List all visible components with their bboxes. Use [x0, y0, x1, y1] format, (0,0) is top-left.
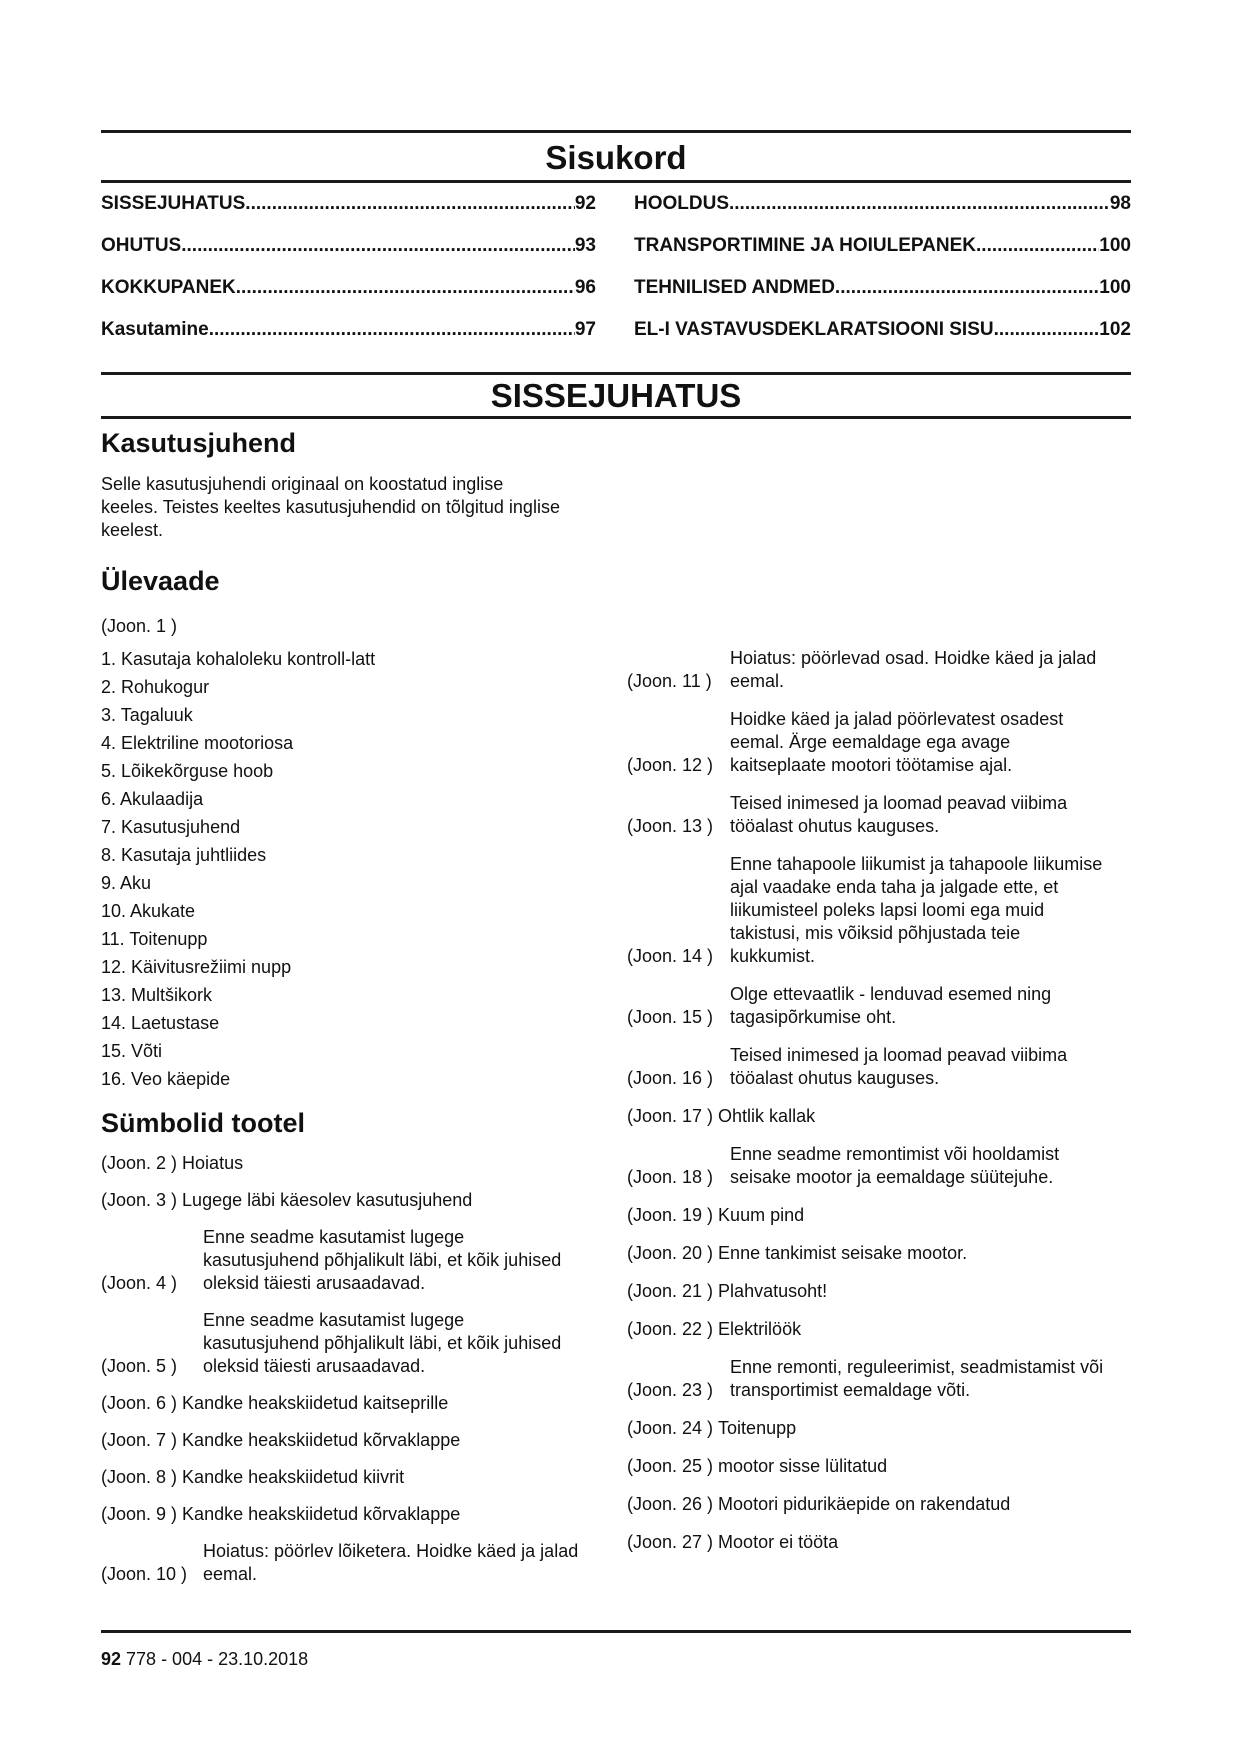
toc-dots: [994, 309, 1100, 351]
symbol-entry: (Joon. 23 ) Enne remonti, reguleerimist, seadmistamist või transportimist eemaldage võti.: [627, 1357, 1104, 1400]
table-of-contents: [101, 183, 1131, 358]
symbol-entry: (Joon. 15 ) Olge ettevaatlik - lenduvad esemed ning tagasipõrkumise oht.: [627, 984, 1052, 1027]
page: [101, 130, 1131, 419]
manual-text: Selle kasutusjuhendi originaal on koostatud inglise keeles. Teistes keeltes kasutusjuhendid on tõlgitud inglise keelest.: [101, 474, 560, 540]
page-number: 92: [101, 1649, 122, 1669]
symbol-entry: (Joon. 19 ) Kuum pind: [627, 1205, 805, 1225]
toc-entry-vastavusdeklaratsioon[interactable]: EL-I VASTAVUSDEKLARATSIOONI SISU ..... 102: [634, 309, 1131, 351]
symbol-entry: (Joon. 26 ) Mootori pidurikäepide on rakendatud: [627, 1494, 1011, 1514]
list-item: 16. Veo käepide: [101, 1069, 231, 1089]
symbol-entry: (Joon. 4 ) Enne seadme kasutamist lugege kasutusjuhend põhjalikult läbi, et kõik juhised oleksid täiesti arusaadavad.: [101, 1227, 562, 1293]
list-item: 6. Akulaadija: [101, 789, 204, 809]
symbol-entry: (Joon. 8 ) Kandke heakskiidetud kiivrit: [101, 1467, 405, 1487]
list-item: 1. Kasutaja kohaloleku kontroll-latt: [101, 649, 376, 669]
toc-right-column: [634, 183, 1131, 351]
toc-entry-transportimine[interactable]: TRANSPORTIMINE JA HOIULEPANEK ..... 100: [634, 225, 1131, 267]
toc-dots: [729, 183, 1110, 225]
toc-dots: [245, 183, 575, 225]
toc-dots: [236, 267, 575, 309]
symbol-entry: (Joon. 18 ) Enne seadme remontimist või hooldamist seisake mootor ja eemaldage süütejuhe.: [627, 1144, 1060, 1187]
symbol-entry: (Joon. 12 ) Hoidke käed ja jalad pöörlevatest osadest eemal. Ärge eemaldage ega avage kaitseplaate mootori töötamise ajal.: [627, 709, 1064, 775]
toc-entry-ohutus[interactable]: OHUTUS ..... 93: [101, 225, 596, 267]
footer-rule: [101, 1630, 1131, 1633]
overview-heading: Ülevaade: [101, 566, 220, 596]
toc-dots: [976, 225, 1099, 267]
list-item: 4. Elektriline mootoriosa: [101, 733, 294, 753]
toc-dots: [181, 225, 575, 267]
list-item: 2. Rohukogur: [101, 677, 210, 697]
symbol-entry: (Joon. 13 ) Teised inimesed ja loomad peavad viibima tööalast ohutus kauguses.: [627, 793, 1068, 836]
list-item: 13. Multšikork: [101, 985, 213, 1005]
symbol-entry: (Joon. 7 ) Kandke heakskiidetud kõrvaklappe: [101, 1430, 461, 1450]
footer-text: [101, 1649, 1131, 1670]
overview-figure-ref: (Joon. 1 ): [101, 616, 178, 636]
list-item: 14. Laetustase: [101, 1013, 220, 1033]
overview-list: [101, 645, 375, 1093]
list-item: 12. Käivitusrežiimi nupp: [101, 957, 292, 977]
list-item: 8. Kasutaja juhtliides: [101, 845, 267, 865]
list-item: 5. Lõikekõrguse hoob: [101, 761, 274, 781]
page-footer: [101, 1630, 1131, 1670]
symbol-entry: (Joon. 6 ) Kandke heakskiidetud kaitseprille: [101, 1393, 449, 1413]
toc-entry-kasutamine[interactable]: Kasutamine ..... 97: [101, 309, 596, 351]
toc-title: Sisukord: [545, 139, 687, 176]
symbol-entry: (Joon. 25 ) mootor sisse lülitatud: [627, 1456, 888, 1476]
symbol-entry: (Joon. 17 ) Ohtlik kallak: [627, 1106, 816, 1126]
symbol-entry: (Joon. 2 ) Hoiatus: [101, 1153, 244, 1173]
section-bottom-rule: [101, 416, 1131, 419]
symbol-entry: (Joon. 27 ) Mootor ei tööta: [627, 1532, 839, 1552]
list-item: 15. Võti: [101, 1041, 163, 1061]
symbol-entry: (Joon. 11 ) Hoiatus: pöörlevad osad. Hoidke käed ja jalad eemal.: [627, 648, 1097, 691]
symbol-entry: (Joon. 14 ) Enne tahapoole liikumist ja tahapoole liikumise ajal vaadake enda taha ja jalgade ette, et liikumisteel poleks lapsi loomi ega muid takistusi, mis võiksid põhjustada teie kukkumist.: [627, 854, 1103, 966]
symbol-entry: (Joon. 5 ) Enne seadme kasutamist lugege kasutusjuhend põhjalikult läbi, et kõik juhised oleksid täiesti arusaadavad.: [101, 1310, 562, 1376]
doc-code: 778 - 004 - 23.10.2018: [121, 1649, 309, 1669]
symbol-entry: (Joon. 9 ) Kandke heakskiidetud kõrvaklappe: [101, 1504, 461, 1524]
symbols-heading: Sümbolid tootel: [101, 1108, 305, 1138]
list-item: 3. Tagaluuk: [101, 705, 193, 725]
symbols-right-column: [627, 647, 1107, 1569]
manual-heading: Kasutusjuhend: [101, 428, 297, 458]
symbol-entry: (Joon. 10 ) Hoiatus: pöörlev lõiketera. Hoidke käed ja jalad eemal.: [101, 1541, 579, 1584]
list-item: 10. Akukate: [101, 901, 196, 921]
list-item: 11. Toitenupp: [101, 929, 208, 949]
section-title: SISSEJUHATUS: [490, 377, 742, 414]
symbol-entry: (Joon. 20 ) Enne tankimist seisake mootor.: [627, 1243, 968, 1263]
toc-entry-kokkupanek[interactable]: KOKKUPANEK ..... 96: [101, 267, 596, 309]
symbols-left-column: [101, 1152, 581, 1600]
toc-entry-hooldus[interactable]: HOOLDUS ..... 98: [634, 183, 1131, 225]
symbol-entry: (Joon. 24 ) Toitenupp: [627, 1418, 797, 1438]
symbol-entry: (Joon. 21 ) Plahvatusoht!: [627, 1281, 828, 1301]
symbol-entry: (Joon. 3 ) Lugege läbi käesolev kasutusjuhend: [101, 1190, 473, 1210]
toc-entry-tehnilised-andmed[interactable]: TEHNILISED ANDMED ..... 100: [634, 267, 1131, 309]
symbol-entry: (Joon. 22 ) Elektrilöök: [627, 1319, 802, 1339]
toc-dots: [209, 309, 575, 351]
toc-dots: [835, 267, 1099, 309]
list-item: 9. Aku: [101, 873, 152, 893]
list-item: 7. Kasutusjuhend: [101, 817, 241, 837]
toc-entry-sissejuhatus[interactable]: SISSEJUHATUS ..... 92: [101, 183, 596, 225]
toc-left-column: [101, 183, 596, 351]
symbol-entry: (Joon. 16 ) Teised inimesed ja loomad peavad viibima tööalast ohutus kauguses.: [627, 1045, 1068, 1088]
